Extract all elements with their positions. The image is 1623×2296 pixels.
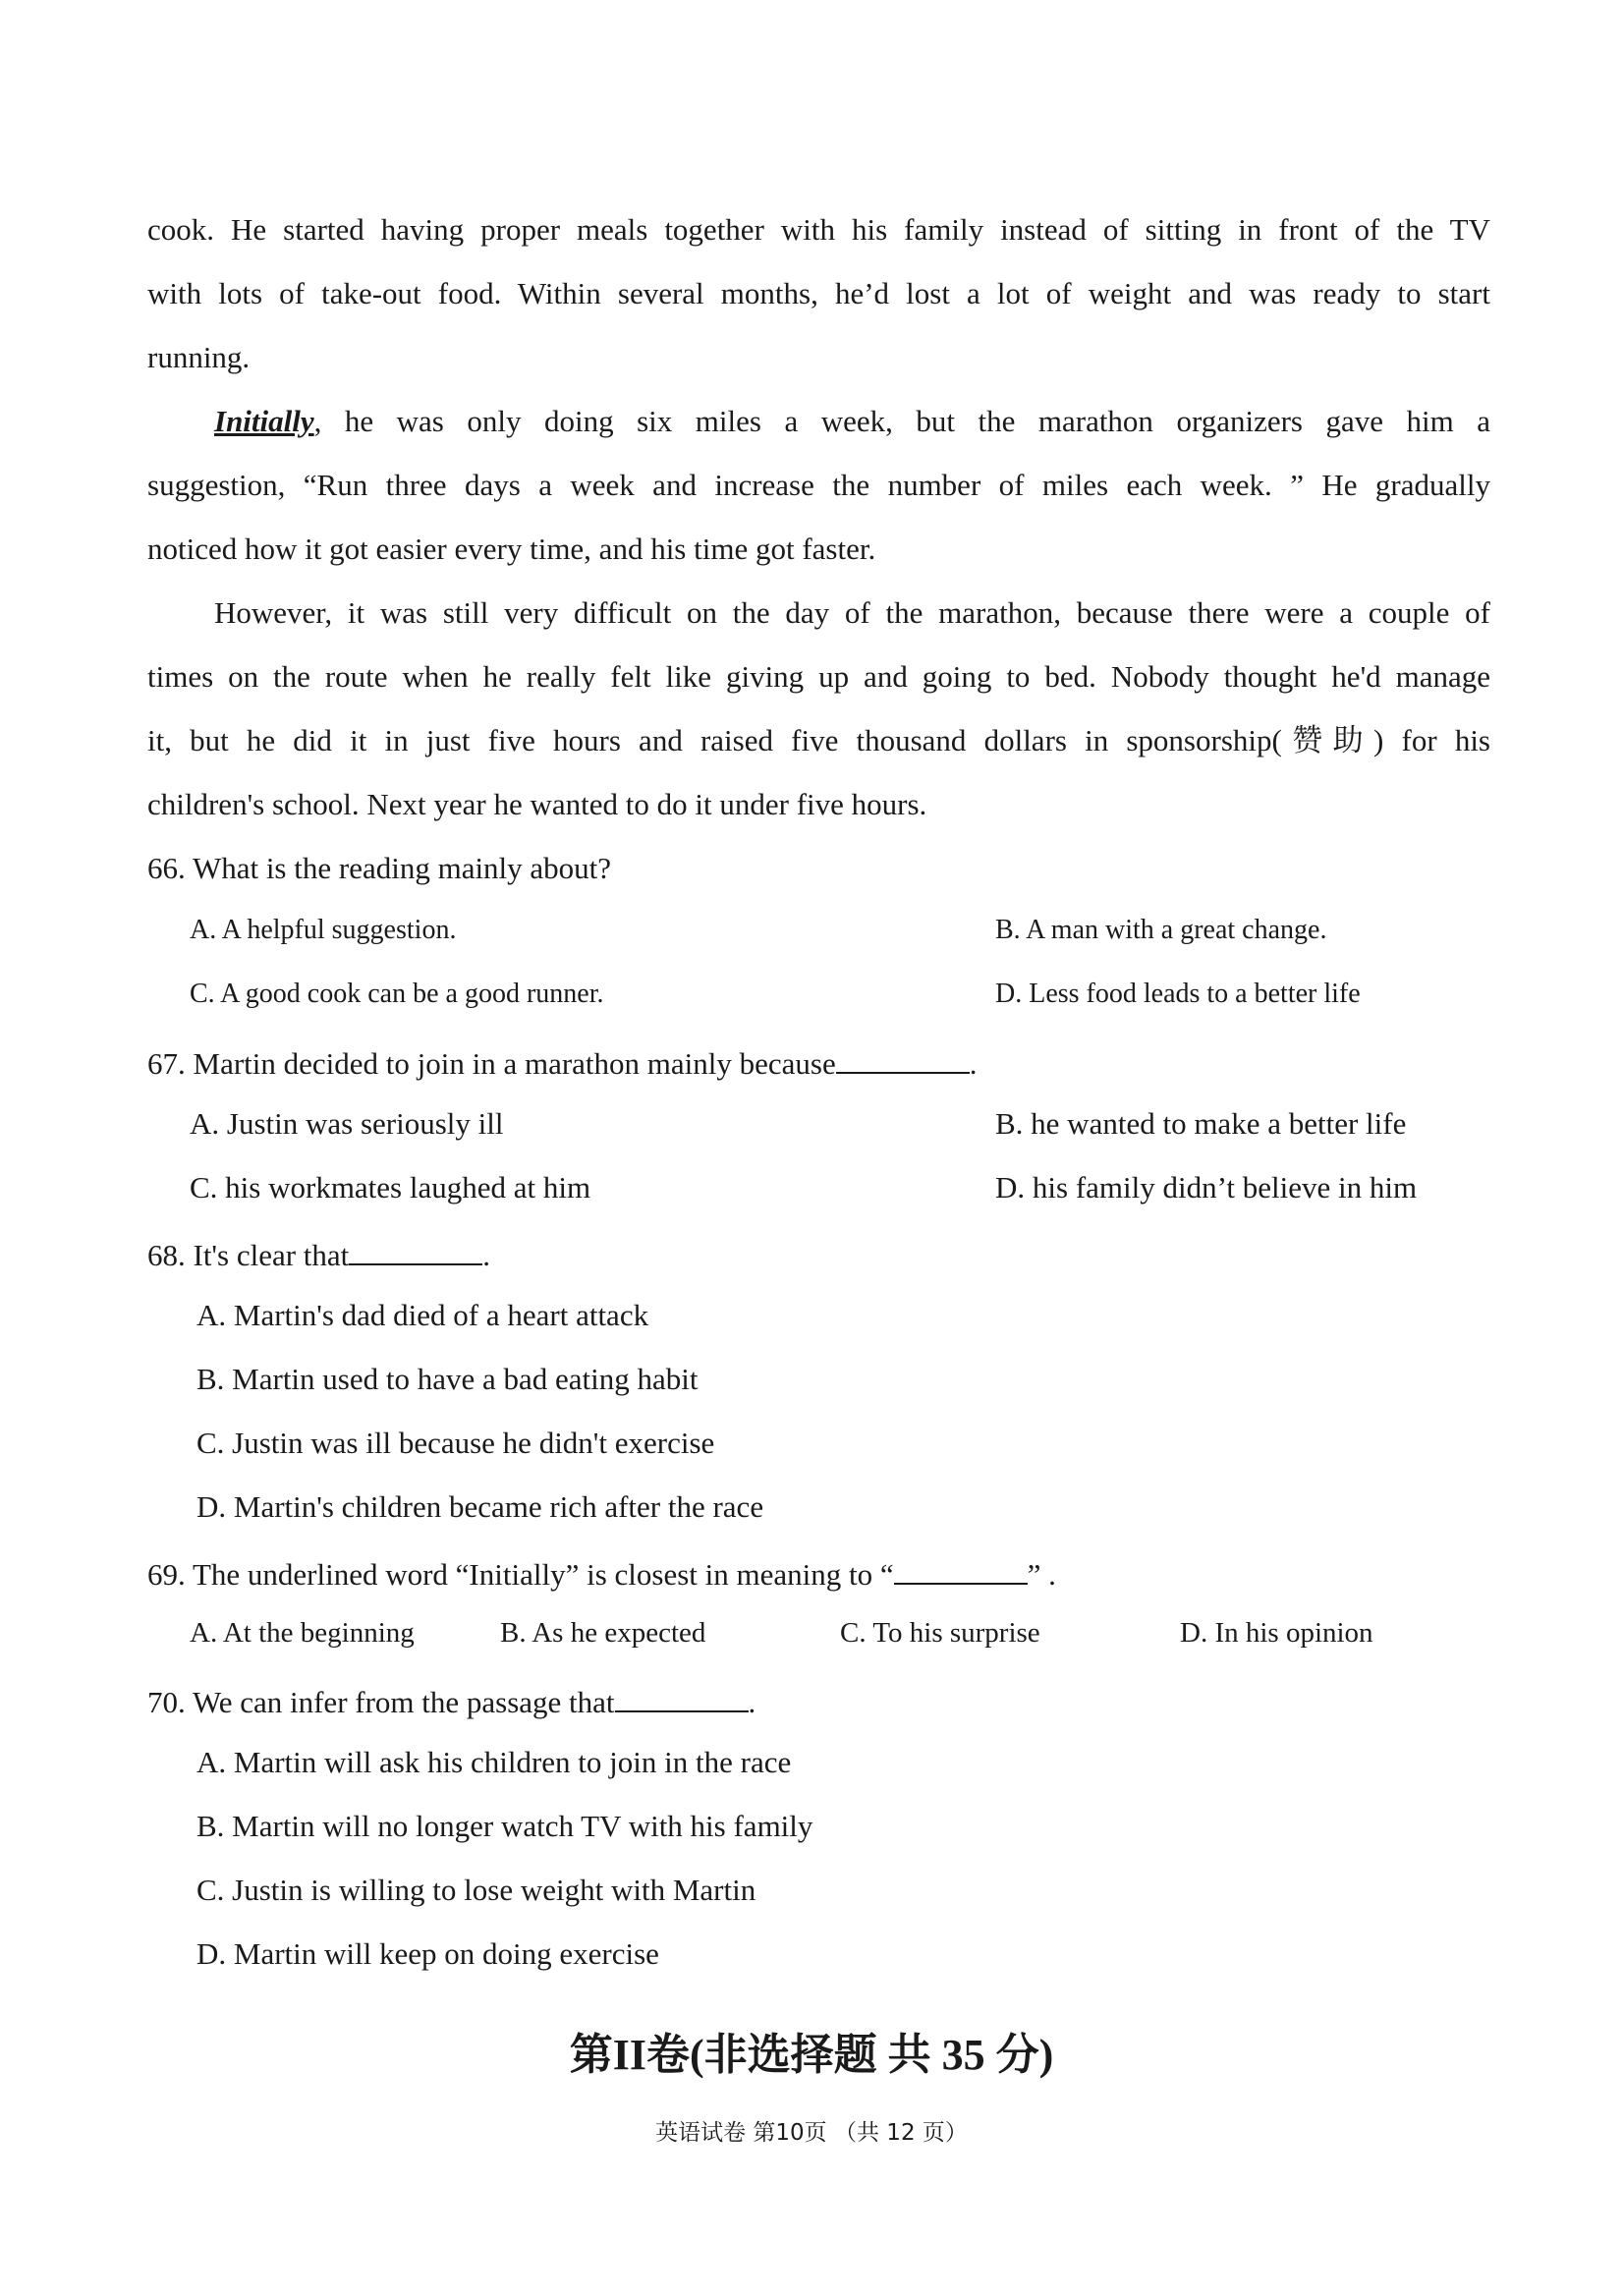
option-70-b: B. Martin will no longer watch TV with his family <box>196 1809 813 1843</box>
question-70-stem <box>147 1683 756 1717</box>
option-67-a: A. Justin was seriously ill <box>190 1106 504 1141</box>
question-text: 67. Martin decided to join in a marathon mainly because <box>147 1045 836 1081</box>
passage-line: However, it was still very difficult on the day of the marathon, because there were a couple of <box>214 595 1490 630</box>
passage-line: times on the route when he really felt like giving up and going to bed. Nobody thought he'd manage <box>147 659 1490 694</box>
option-66-b: B. A man with a great change. <box>995 915 1327 945</box>
answer-blank <box>615 1683 749 1712</box>
question-68-stem <box>147 1236 490 1270</box>
option-68-b: B. Martin used to have a bad eating habit <box>196 1362 699 1396</box>
option-66-a: A. A helpful suggestion. <box>190 915 457 945</box>
answer-blank <box>894 1555 1028 1585</box>
question-69-stem <box>147 1555 1056 1590</box>
question-text: 69. The underlined word “Initially” is closest in meaning to “ <box>147 1556 894 1592</box>
option-66-d: D. Less food leads to a better life <box>995 979 1361 1009</box>
passage-line: suggestion, “Run three days a week and increase the number of miles each week. ” He gradually <box>147 468 1490 502</box>
question-66-stem: 66. What is the reading mainly about? <box>147 851 612 885</box>
passage-line: it, but he did it in just five hours and raised five thousand dollars in sponsorship(赞助) for his <box>147 723 1490 757</box>
passage-text: , he was only doing six miles a week, but the marathon organizers gave him a <box>313 404 1490 438</box>
option-69-c: C. To his surprise <box>840 1617 1040 1649</box>
passage-line: with lots of take-out food. Within several months, he’d lost a lot of weight and was ready to start <box>147 276 1490 310</box>
section-title: 第II卷(非选择题 共 35 分) <box>569 2031 1054 2079</box>
option-67-c: C. his workmates laughed at him <box>190 1170 591 1204</box>
option-68-d: D. Martin's children became rich after the race <box>196 1489 764 1524</box>
option-70-d: D. Martin will keep on doing exercise <box>196 1936 659 1971</box>
option-69-b: B. As he expected <box>500 1617 706 1649</box>
option-70-a: A. Martin will ask his children to join in the race <box>196 1745 792 1779</box>
answer-blank <box>349 1236 482 1265</box>
option-68-c: C. Justin was ill because he didn't exercise <box>196 1426 715 1460</box>
option-69-d: D. In his opinion <box>1180 1617 1373 1649</box>
underlined-word: Initially <box>214 404 314 438</box>
question-end: . <box>482 1237 491 1272</box>
passage-line: noticed how it got easier every time, and his time got faster. <box>147 532 876 566</box>
question-text: 70. We can infer from the passage that <box>147 1684 615 1719</box>
option-66-c: C. A good cook can be a good runner. <box>190 979 604 1009</box>
question-end: . <box>969 1045 978 1081</box>
option-67-d: D. his family didn’t believe in him <box>995 1170 1418 1204</box>
question-end: ” . <box>1027 1556 1056 1592</box>
passage-line: running. <box>147 340 251 374</box>
option-68-a: A. Martin's dad died of a heart attack <box>196 1298 649 1332</box>
passage-line: cook. He started having proper meals together with his family instead of sitting in front of the TV <box>147 212 1490 247</box>
question-end: . <box>748 1684 756 1719</box>
page-footer: 英语试卷 第10页 （共 12 页） <box>655 2120 968 2146</box>
option-69-a: A. At the beginning <box>190 1617 415 1649</box>
answer-blank <box>836 1044 970 1074</box>
question-text: 68. It's clear that <box>147 1237 350 1272</box>
option-67-b: B. he wanted to make a better life <box>995 1106 1407 1141</box>
question-67-stem <box>147 1044 978 1079</box>
passage-line <box>214 406 1490 436</box>
passage-line: children's school. Next year he wanted to do it under five hours. <box>147 787 927 821</box>
option-70-c: C. Justin is willing to lose weight with Martin <box>196 1873 756 1907</box>
